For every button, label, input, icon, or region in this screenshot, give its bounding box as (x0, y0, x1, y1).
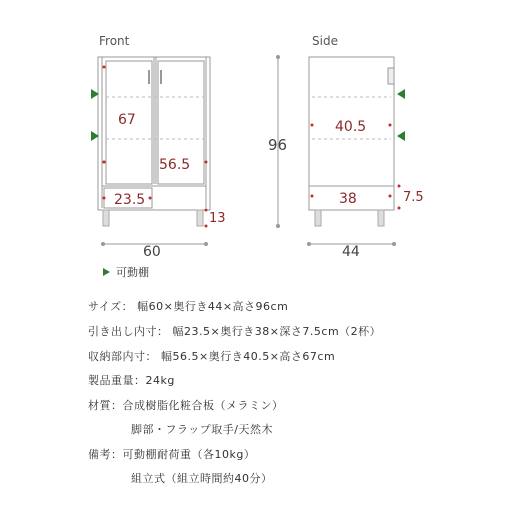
spec-drawer: 引き出し内寸： 幅23.5×奥行き38×深さ7.5cm（2杯） (88, 325, 382, 338)
side-legs (315, 210, 384, 226)
spec-material-2: 脚部・フラップ取手/天然木 (131, 423, 273, 436)
front-width-marker (103, 161, 208, 164)
front-cabinet (98, 57, 210, 210)
front-view-label: Front (99, 34, 130, 48)
legend-label: 可動棚 (116, 266, 149, 279)
dim-side-depth: 40.5 (335, 119, 367, 135)
spec-size: サイズ： 幅60×奥行き44×高さ96cm (88, 300, 289, 313)
front-leg-right (197, 210, 203, 226)
spec-storage: 収納部内寸： 幅56.5×奥行き40.5×高さ67cm (88, 350, 336, 363)
spec-notes: 備考：可動棚耐荷重（各10kg） (88, 448, 256, 461)
side-leg-right (378, 210, 384, 226)
side-depth-end-right (392, 242, 396, 246)
dim-side-overall-depth: 44 (342, 244, 360, 260)
dim-drawer-depth: 38 (339, 191, 357, 207)
dim-leg-height: 13 (209, 211, 226, 226)
overall-height-end-top (276, 55, 280, 59)
overall-height-end-bottom (276, 224, 280, 228)
shelf-arrow-icon (397, 131, 405, 141)
front-width-end-right (204, 242, 208, 246)
front-width-end-left (101, 242, 105, 246)
front-legs (103, 210, 203, 226)
legend (103, 264, 149, 280)
side-flap-handle (388, 68, 394, 84)
shelf-arrow-icon (103, 268, 110, 276)
spec-material: 材質：合成樹脂化粧合板（メラミン） (88, 399, 284, 412)
dim-front-height: 67 (118, 112, 136, 128)
side-view-label: Side (312, 34, 338, 48)
side-leg-left (315, 210, 321, 226)
spec-weight: 製品重量：24kg (88, 374, 175, 387)
dim-front-width: 56.5 (159, 157, 191, 173)
dim-drawer-height: 7.5 (403, 190, 424, 205)
side-depth-end-left (307, 242, 311, 246)
dim-front-overall-width: 60 (143, 244, 161, 260)
front-height-marker (103, 66, 106, 164)
drawer-height-marker (398, 185, 401, 210)
dim-drawer-width: 23.5 (114, 192, 146, 208)
front-leg-left (103, 210, 109, 226)
spec-notes-2: 組立式（組立時間約40分） (131, 472, 273, 485)
dim-overall-height: 96 (268, 136, 288, 154)
leg-height-marker (205, 209, 208, 228)
shelf-arrow-icon (397, 89, 405, 99)
